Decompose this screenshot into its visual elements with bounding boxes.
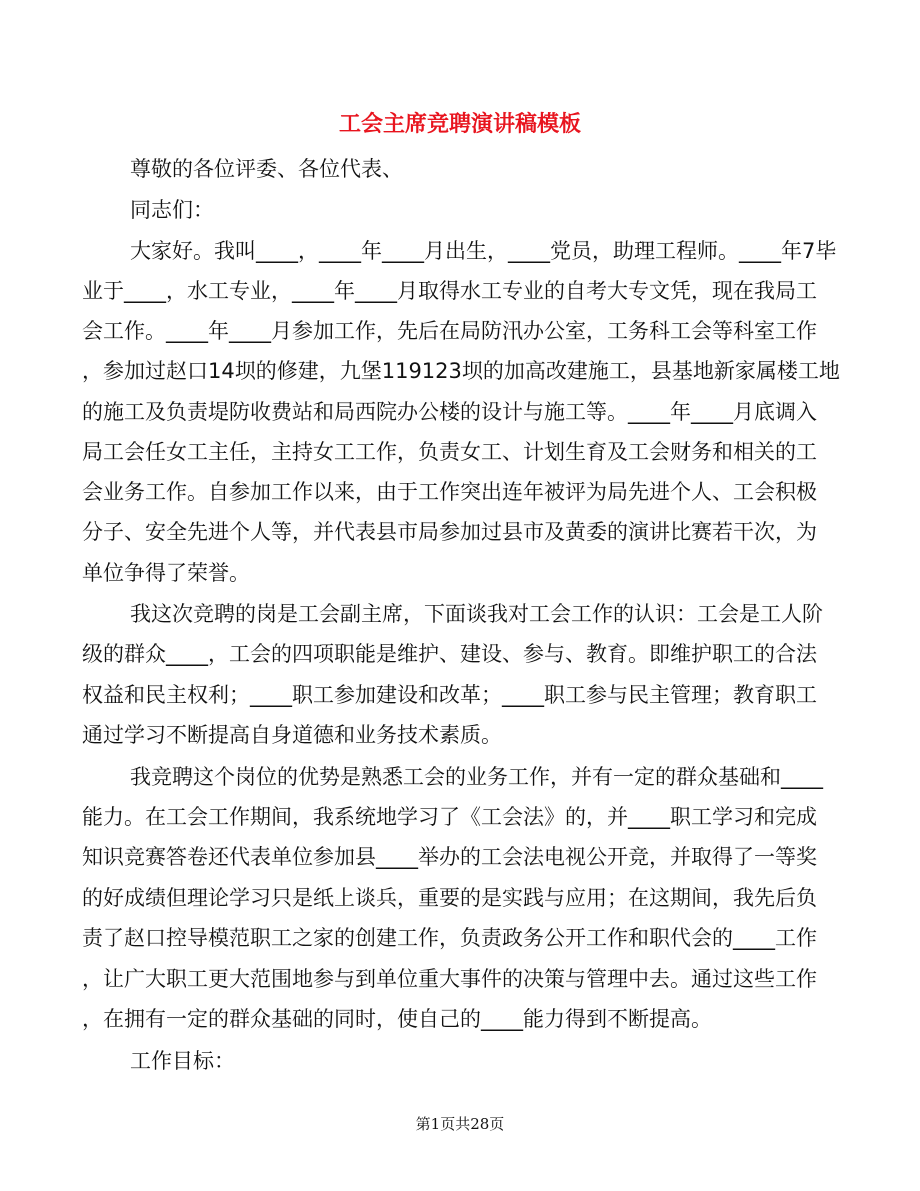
paragraph-2-line-1: 我这次竞聘的岗是工会副主席，下面谈我对工会工作的认识：工会是工人阶 [130, 602, 823, 626]
salutation-line-1: 尊敬的各位评委、各位代表、 [130, 157, 403, 181]
paragraph-1-line-1: 大家好。我叫____，____年____月出生，____党员，助理工程师。____年7毕 [130, 239, 837, 263]
paragraph-1-line-4: ，参加过赵口14坝的修建，九堡119123坝的加高改建施工，县基地新家属楼工地 [82, 359, 840, 383]
paragraph-1-line-2: 业于____，水工专业，____年____月取得水工专业的自考大专文凭，现在我局工 [82, 279, 817, 303]
paragraph-3-line-7: ，在拥有一定的群众基础的同时，使自己的____能力得到不断提高。 [82, 1007, 712, 1031]
section-heading-goals: 工作目标： [130, 1049, 235, 1073]
paragraph-1-line-3: 会工作。____年____月参加工作，先后在局防汛办公室，工务科工会等科室工作 [82, 319, 817, 343]
paragraph-2-line-4: 通过学习不断提高自身道德和业务技术素质。 [82, 723, 502, 747]
paragraph-3-line-6: ，让广大职工更大范围地参与到单位重大事件的决策与管理中去。通过这些工作 [82, 967, 817, 991]
paragraph-1-line-6: 局工会任女工主任，主持女工工作，负责女工、计划生育及工会财务和相关的工 [82, 440, 817, 464]
paragraph-1-line-9: 单位争得了荣誉。 [82, 561, 250, 585]
paragraph-2-line-2: 级的群众____，工会的四项职能是维护、建设、参与、教育。即维护职工的合法 [82, 642, 817, 666]
salutation-line-2: 同志们： [130, 198, 214, 222]
paragraph-3-line-2: 能力。在工会工作期间，我系统地学习了《工会法》的，并____职工学习和完成 [82, 805, 817, 829]
page-number-footer: 第1页共28页 [415, 1115, 505, 1133]
document-title: 工会主席竞聘演讲稿模板 [338, 111, 581, 137]
paragraph-1-line-7: 会业务工作。自参加工作以来，由于工作突出连年被评为局先进个人、工会积极 [82, 480, 817, 504]
paragraph-3-line-5: 责了赵口控导模范职工之家的创建工作，负责政务公开工作和职代会的____工作 [82, 926, 817, 950]
paragraph-2-line-3: 权益和民主权利；____职工参加建设和改革；____职工参与民主管理；教育职工 [82, 683, 817, 707]
paragraph-1-line-5: 的施工及负责堤防收费站和局西院办公楼的设计与施工等。____年____月底调入 [82, 400, 817, 424]
paragraph-3-line-1: 我竞聘这个岗位的优势是熟悉工会的业务工作，并有一定的群众基础和____ [130, 765, 823, 789]
paragraph-1-line-8: 分子、安全先进个人等，并代表县市局参加过县市及黄委的演讲比赛若干次，为 [82, 520, 817, 544]
paragraph-3-line-4: 的好成绩但理论学习只是纸上谈兵，重要的是实践与应用；在这期间，我先后负 [82, 886, 817, 910]
paragraph-3-line-3: 知识竞赛答卷还代表单位参加县____举办的工会法电视公开竞，并取得了一等奖 [82, 845, 817, 869]
